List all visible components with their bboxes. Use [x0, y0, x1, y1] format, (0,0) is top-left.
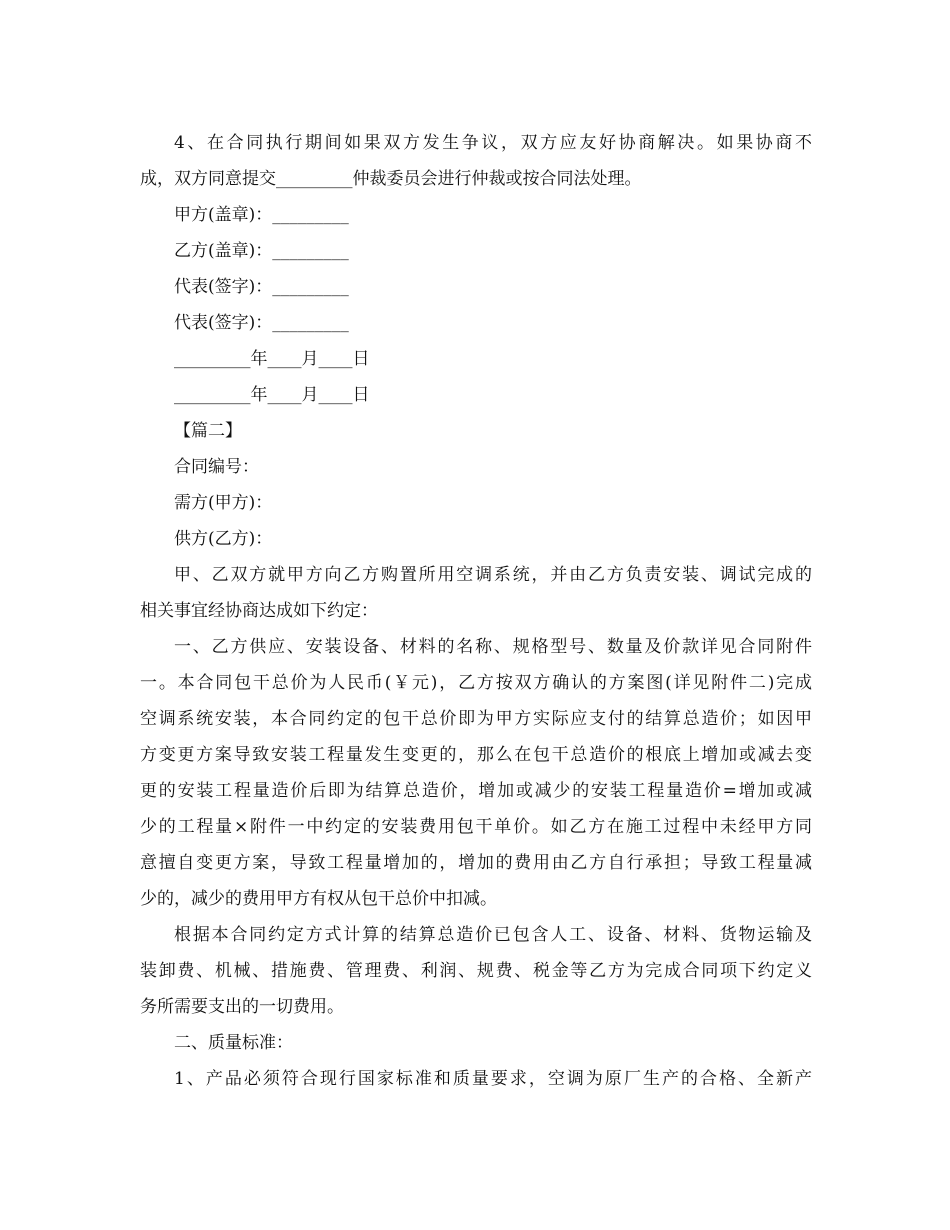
article-1-line: 空调系统安装，本合同约定的包干总价即为甲方实际应支付的结算总造价；如因甲: [140, 709, 812, 729]
date-line-2: _________年____月____日: [174, 385, 370, 405]
section-title: 【篇二】: [174, 421, 242, 441]
supplier-party: 供方(乙方)：: [174, 529, 273, 549]
representative-signature-1: 代表(签字)：_________: [174, 277, 349, 297]
article-1-line: 一。本合同包干总价为人民币(￥元)，乙方按双方确认的方案图(详见附件二)完成: [140, 673, 812, 693]
date-line-1: _________年____月____日: [174, 349, 370, 369]
clause-4-line-2: 成，双方同意提交_________仲裁委员会进行仲裁或按合同法处理。: [140, 169, 642, 189]
article-1-line: 更的安装工程量造价后即为结算总造价，增加或减少的安装工程量造价=增加或减: [140, 781, 812, 801]
party-b-seal: 乙方(盖章)：_________: [174, 241, 349, 261]
buyer-party: 需方(甲方)：: [174, 493, 273, 513]
contract-number: 合同编号：: [174, 457, 259, 477]
article-1-line: 意擅自变更方案，导致工程量增加的，增加的费用由乙方自行承担；导致工程量减: [140, 853, 812, 873]
article-2-title: 二、质量标准：: [174, 1033, 293, 1053]
document-page: [140, 125, 812, 1097]
representative-signature-2: 代表(签字)：_________: [174, 313, 349, 333]
price-clause-line: 根据本合同约定方式计算的结算总造价已包含人工、设备、材料、货物运输及: [174, 925, 812, 945]
price-clause-line: 装卸费、机械、措施费、管理费、利润、规费、税金等乙方为完成合同项下约定义: [140, 961, 812, 981]
clause-4-line-1: 4、在合同执行期间如果双方发生争议，双方应友好协商解决。如果协商不: [174, 133, 812, 153]
intro-line-1: 甲、乙双方就甲方向乙方购置所用空调系统，并由乙方负责安装、调试完成的: [174, 565, 812, 585]
article-1-line: 一、乙方供应、安装设备、材料的名称、规格型号、数量及价款详见合同附件: [174, 637, 812, 657]
article-1-line: 少的工程量×附件一中约定的安装费用包干单价。如乙方在施工过程中未经甲方同: [140, 817, 812, 837]
price-clause-line: 务所需要支出的一切费用。: [140, 997, 344, 1017]
intro-line-2: 相关事宜经协商达成如下约定：: [140, 601, 378, 621]
party-a-seal: 甲方(盖章)：_________: [174, 205, 349, 225]
article-1-line: 方变更方案导致安装工程量发生变更的，那么在包干总造价的根底上增加或减去变: [140, 745, 812, 765]
article-2-item-1: 1、产品必须符合现行国家标准和质量要求，空调为原厂生产的合格、全新产: [174, 1069, 812, 1089]
article-1-line: 少的，减少的费用甲方有权从包干总价中扣减。: [140, 889, 497, 909]
